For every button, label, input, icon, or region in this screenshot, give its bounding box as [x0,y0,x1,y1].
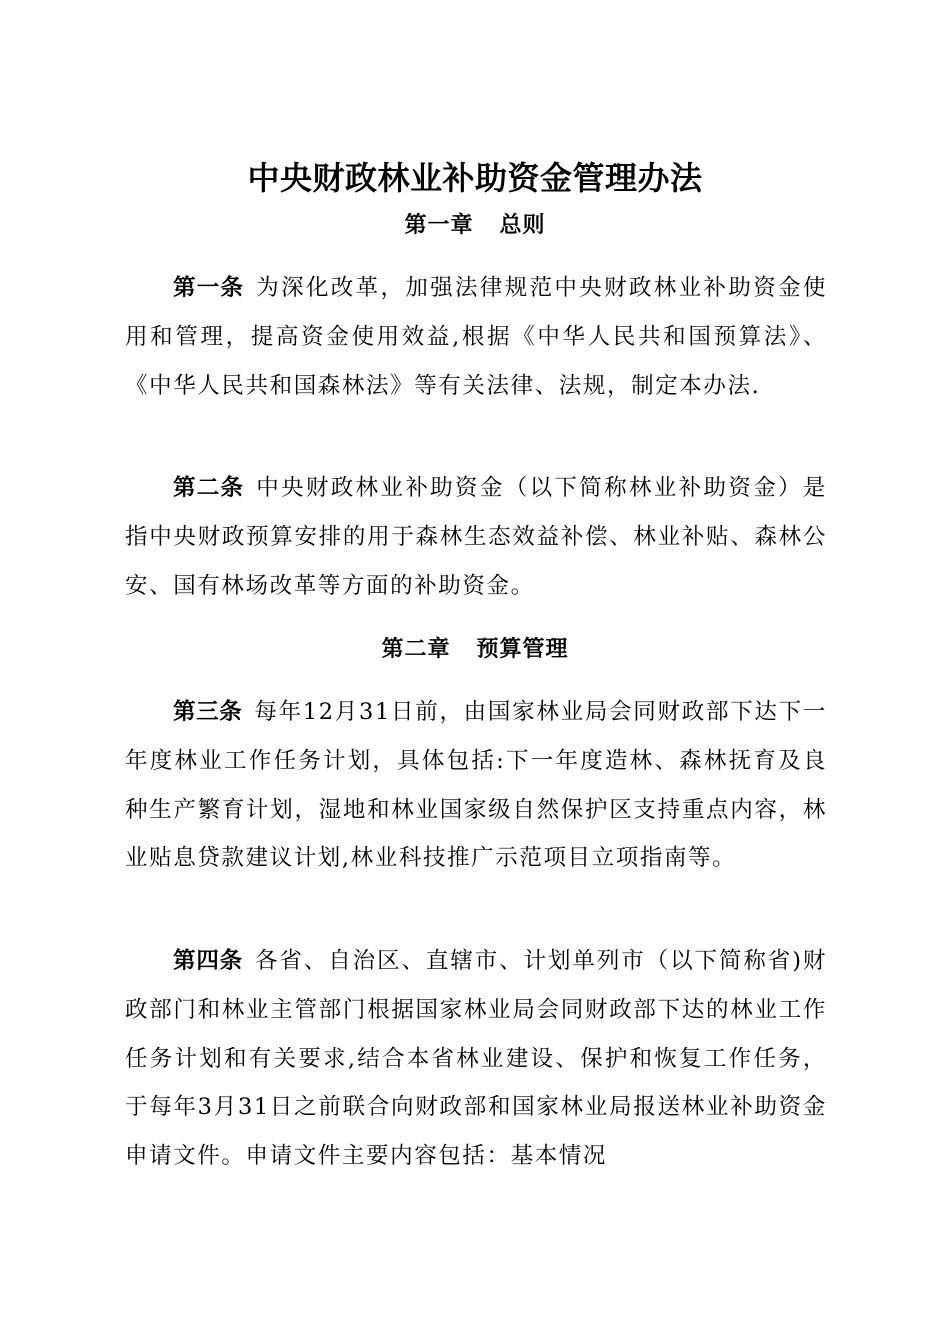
article-text: 中央财政林业补助资金（以下简称林业补助资金）是指中央财政预算安排的用于森林生态效益补偿、林业补贴、森林公安、国有林场改革等方面的补助资金。 [125,475,827,599]
article-number: 第二条 [173,475,245,501]
article-number: 第三条 [173,699,243,725]
chapter-heading-2 [0,630,950,670]
article-text: 各省、自治区、直辖市、计划单列市（以下简称省)财政部门和林业主管部门根据国家林业局会同财政部下达的林业工作任务计划和有关要求,结合本省林业建设、保护和恢复工作任务，于每年3月31日之前联合向财政部和国家林业局报送林业补助资金申请文件。申请文件主要内容包括：基本情况 [125,948,827,1170]
document-title: 中央财政林业补助资金管理办法 [247,159,703,197]
article-3 [125,688,827,883]
article-1 [125,264,827,410]
chapter-name: 总则 [499,213,546,238]
chapter-heading-1 [0,206,950,246]
chapter-name: 预算管理 [476,637,569,662]
article-text: 每年12月31日前，由国家林业局会同财政部下达下一年度林业工作任务计划，具体包括:下一年度造林、森林抚育及良种生产繁育计划，湿地和林业国家级自然保护区支持重点内容，林业贴息贷款建议计划,林业科技推广示范项目立项指南等。 [125,699,827,872]
article-2 [125,464,827,610]
article-number: 第四条 [173,948,243,974]
chapter-number: 第一章 [404,213,474,238]
article-4 [125,937,827,1181]
article-number: 第一条 [173,275,245,301]
article-text: 为深化改革，加强法律规范中央财政林业补助资金使用和管理，提高资金使用效益,根据《中华人民共和国预算法》、《中华人民共和国森林法》等有关法律、法规，制定本办法. [125,275,827,399]
chapter-number: 第二章 [381,637,451,662]
